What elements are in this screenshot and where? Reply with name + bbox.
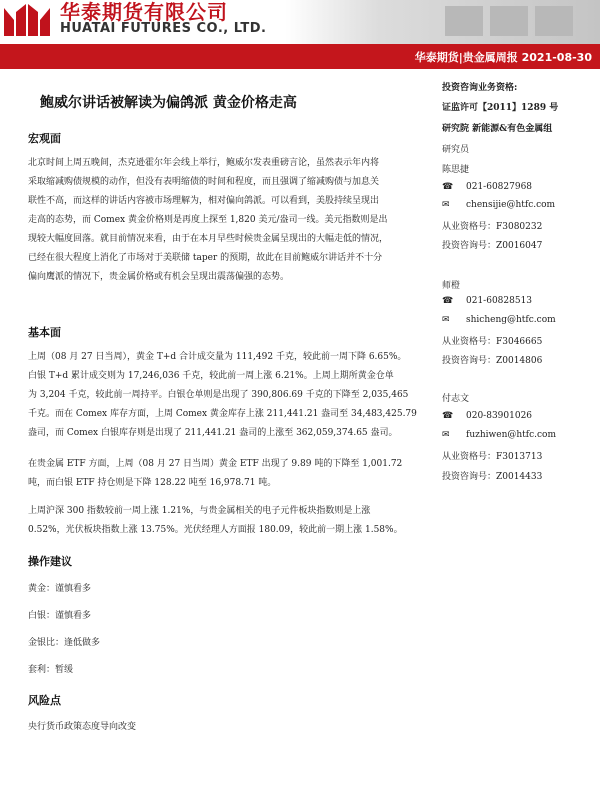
- risk-heading: 风险点: [28, 694, 61, 707]
- page-header: [0, 0, 600, 44]
- text-line: 在贵金属 ETF 方面，上周（08 月 27 日当周）黄金 ETF 出现了 9.89 吨的下降至 1,001.72: [28, 459, 403, 469]
- analyst-name: 陈思捷: [442, 165, 470, 175]
- text-line: 北京时间上周五晚间，杰克逊霍尔年会线上举行，鲍威尔发表重磅言论，虽然表示年内将: [28, 158, 380, 168]
- text-line: 现较大幅度回落。就目前情况来看，由于在本月早些时候贵金属呈现出的大幅走低的情况，: [28, 234, 389, 244]
- phone-icon: ☎: [442, 411, 454, 421]
- text-line: 已经在很大程度上消化了市场对于美联储 taper 的预期，故此在目前鲍威尔讲话并不十分: [28, 253, 383, 263]
- analyst-phone: ☎ 021-60828513: [442, 296, 533, 306]
- fundamentals-paragraph-3: [28, 502, 440, 540]
- license-number: 证监许可【2011】1289 号: [442, 103, 559, 113]
- text-line: 0.52%，光伏板块指数上涨 13.75%。光伏经理人方面报 180.09，较此前一期上涨 1.58%。: [28, 525, 403, 535]
- fundamentals-paragraph-1: [28, 348, 440, 443]
- analyst-phone: ☎ 021-60827968: [442, 182, 533, 192]
- report-banner: [0, 44, 600, 69]
- analyst-email[interactable]: ✉ fuzhiwen@htfc.com: [442, 430, 557, 440]
- operation-item: 白银：谨慎看多: [28, 611, 92, 621]
- text-line: 千克。而在 Comex 库存方面，上周 Comex 黄金库存上涨 211,441.21 盎司至 34,483,425.79: [28, 409, 417, 419]
- text-line: 上周（08 月 27 日当周），黄金 T+d 合计成交量为 111,492 千克，较此前一周下降 6.65%。: [28, 352, 407, 362]
- fundamentals-paragraph-2: [28, 455, 440, 493]
- company-name-en: HUATAI FUTURES CO., LTD.: [60, 21, 267, 36]
- text-line: 白银 T+d 累计成交则为 17,246,036 千克，较此前一周上涨 6.21%。上周上期所黄金仓单: [28, 371, 394, 381]
- text-line: 走高的态势，而 Comex 黄金价格则是再度上探至 1,820 美元/盎司一线。美元指数则是出: [28, 215, 388, 225]
- macro-paragraph: [28, 154, 440, 287]
- text-line: 偏向鹰派的情况下，贵金属价格或有机会呈现出震荡偏强的态势。: [28, 272, 290, 282]
- fundamentals-heading: 基本面: [28, 326, 61, 339]
- mail-icon: ✉: [442, 200, 450, 210]
- analyst-consult: 投资咨询号：Z0014433: [442, 472, 543, 482]
- analyst-cert: 从业资格号：F3013713: [442, 452, 543, 462]
- phone-icon: ☎: [442, 296, 454, 306]
- operation-item: 金银比：逢低做多: [28, 638, 101, 648]
- text-line: 为 3,204 千克，较此前一周持平。白银仓单则是出现了 390,806.69 千克的下降至 2,035,465: [28, 390, 409, 400]
- header-decor-band: [285, 0, 600, 44]
- text-line: 联性不高，而这样的讲话内容被市场理解为，相对偏向鸽派。可以看到，美股持续呈现出: [28, 196, 380, 206]
- report-title: 鲍威尔讲话被解读为偏鸽派 黄金价格走高: [40, 95, 297, 111]
- analyst-consult: 投资咨询号：Z0014806: [442, 356, 543, 366]
- analyst-email[interactable]: ✉ chensijie@htfc.com: [442, 200, 556, 210]
- analyst-phone: ☎ 020-83901026: [442, 411, 533, 421]
- text-line: 盎司，而 Comex 白银库存则是出现了 211,441.21 盎司的上涨至 362,059,374.65 盎司。: [28, 428, 398, 438]
- text-line: 采取缩减购债规模的动作，但没有表明缩债的时间和程度，而且强调了缩减购债与加息关: [28, 177, 380, 187]
- operation-item: 黄金：谨慎看多: [28, 584, 92, 594]
- report-tag: 华泰期货|贵金属周报 2021-08-30: [414, 51, 592, 64]
- mail-icon: ✉: [442, 430, 450, 440]
- mail-icon: ✉: [442, 315, 450, 325]
- analyst-consult: 投资咨询号：Z0016047: [442, 241, 543, 251]
- analyst-name: 师橙: [442, 281, 461, 291]
- analyst-name: 付志文: [442, 394, 470, 404]
- analyst-cert: 从业资格号：F3046665: [442, 337, 543, 347]
- operation-heading: 操作建议: [28, 555, 72, 568]
- text-line: 上周沪深 300 指数较前一周上涨 1.21%，与贵金属相关的电子元件板块指数则是上涨: [28, 506, 371, 516]
- risk-text: 央行货币政策态度导向改变: [28, 722, 137, 732]
- institute-name: 研究院 新能源&有色金属组: [442, 124, 553, 134]
- text-line: 吨，而白银 ETF 持仓则是下降 128.22 吨至 16,978.71 吨。: [28, 478, 277, 488]
- company-logo-icon: [2, 2, 54, 38]
- company-name-cn: 华泰期货有限公司: [60, 0, 228, 24]
- analyst-cert: 从业资格号：F3080232: [442, 222, 543, 232]
- macro-heading: 宏观面: [28, 132, 61, 145]
- operation-item: 套利：暂缓: [28, 665, 74, 675]
- phone-icon: ☎: [442, 182, 454, 192]
- qualification-label: 投资咨询业务资格:: [442, 83, 518, 93]
- researcher-role: 研究员: [442, 145, 470, 155]
- analyst-email[interactable]: ✉ shicheng@htfc.com: [442, 315, 556, 325]
